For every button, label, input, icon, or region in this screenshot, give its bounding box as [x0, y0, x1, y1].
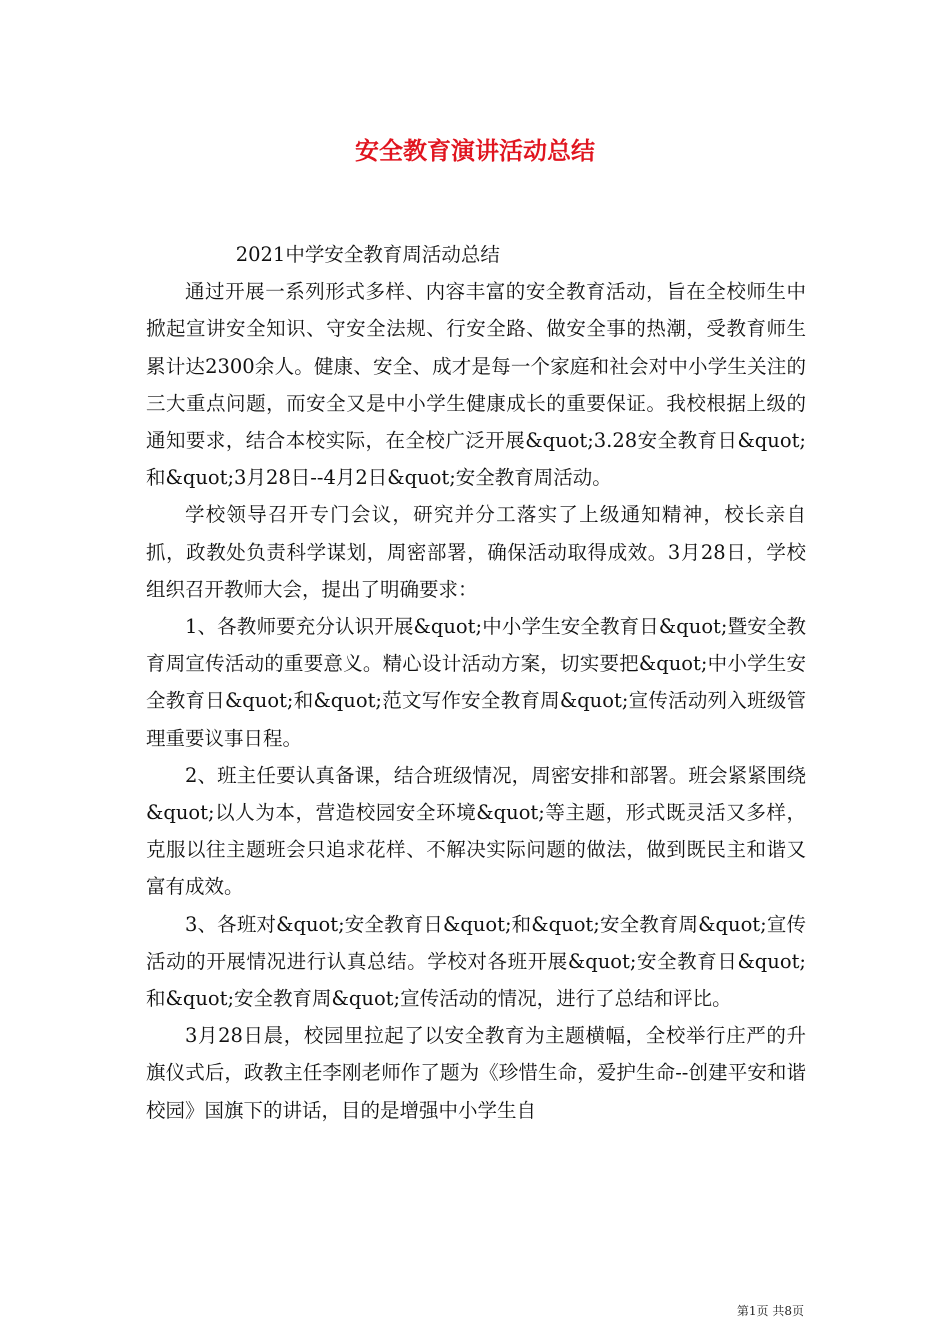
document-title: 安全教育演讲活动总结: [355, 137, 595, 165]
document-body: [146, 236, 806, 1129]
document-subtitle: 2021中学安全教育周活动总结: [235, 243, 500, 266]
paragraph: 3、各班对&quot;安全教育日&quot;和&quot;安全教育周&quot;宣传活动的开展情况进行认真总结。学校对各班开展&quot;安全教育日&quot;和&quot;安全教育周&quot;宣传活动的情况，进行了总结和评比。: [146, 912, 806, 1011]
paragraph: 通过开展一系列形式多样、内容丰富的安全教育活动，旨在全校师生中掀起宣讲安全知识、守安全法规、行安全路、做安全事的热潮，受教育师生累计达2300余人。健康、安全、成才是每一个家庭和社会对中小学生关注的三大重点问题，而安全又是中小学生健康成长的重要保证。我校根据上级的通知要求，结合本校实际，在全校广泛开展&quot;3.28安全教育日&quot;和&quot;3月28日--4月2日&quot;安全教育周活动。: [146, 280, 806, 490]
paragraph: 1、各教师要充分认识开展&quot;中小学生安全教育日&quot;暨安全教育周宣传活动的重要意义。精心设计活动方案，切实要把&quot;中小学生安全教育日&quot;和&quot;范文写作安全教育周&quot;宣传活动列入班级管理重要议事日程。: [146, 615, 806, 750]
paragraph: 学校领导召开专门会议，研究并分工落实了上级通知精神，校长亲自抓，政教处负责科学谋划，周密部署，确保活动取得成效。3月28日，学校组织召开教师大会，提出了明确要求：: [146, 503, 806, 601]
paragraph: 3月28日晨，校园里拉起了以安全教育为主题横幅，全校举行庄严的升旗仪式后，政教主任李刚老师作了题为《珍惜生命，爱护生命--创建平安和谐校园》国旗下的讲话，目的是增强中小学生自: [146, 1024, 806, 1122]
page-number-footer: 第1页 共8页: [736, 1304, 804, 1318]
paragraph: 2、班主任要认真备课，结合班级情况，周密安排和部署。班会紧紧围绕&quot;以人为本，营造校园安全环境&quot;等主题，形式既灵活又多样，克服以往主题班会只追求花样、不解决实际问题的做法，做到既民主和谐又富有成效。: [146, 763, 806, 899]
